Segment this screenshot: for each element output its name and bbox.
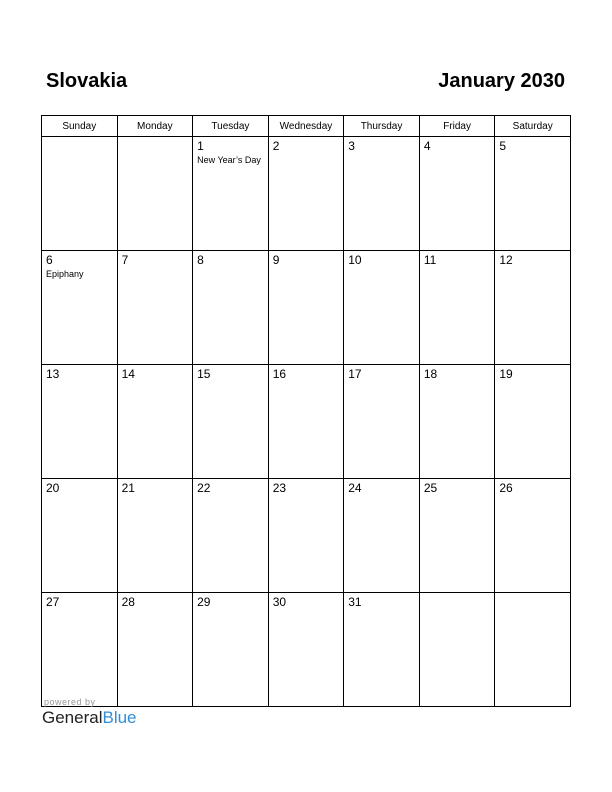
- day-cell: [419, 479, 495, 593]
- day-cell: [495, 365, 571, 479]
- generalblue-logo[interactable]: [42, 708, 137, 728]
- day-cell: [42, 479, 118, 593]
- day-number: 8: [197, 253, 204, 267]
- day-number: 11: [423, 253, 437, 267]
- weekday-header: Saturday: [495, 116, 571, 137]
- day-number: 26: [499, 481, 513, 495]
- day-number: 3: [348, 139, 355, 153]
- day-cell: [117, 593, 193, 707]
- day-cell: [495, 251, 571, 365]
- day-cell: [42, 593, 118, 707]
- day-cell: [495, 479, 571, 593]
- day-number: 1: [197, 139, 204, 153]
- day-cell: [193, 137, 269, 251]
- calendar-grid: [41, 115, 571, 707]
- day-number: 21: [121, 481, 135, 495]
- day-cell: [42, 251, 118, 365]
- day-number: 13: [46, 367, 60, 381]
- day-cell: [344, 593, 420, 707]
- day-cell: [268, 251, 344, 365]
- day-cell: [117, 137, 193, 251]
- powered-by-label: powered by: [44, 697, 96, 707]
- day-cell: [268, 137, 344, 251]
- day-cell: [117, 251, 193, 365]
- day-number: 29: [197, 595, 211, 609]
- weekday-header: Monday: [117, 116, 193, 137]
- day-cell: [495, 593, 571, 707]
- day-cell: [268, 593, 344, 707]
- day-number: 6: [46, 253, 53, 267]
- holiday-label: New Year’s Day: [197, 155, 261, 165]
- day-cell: [193, 251, 269, 365]
- day-number: 5: [499, 139, 507, 153]
- month-title: January 2030: [438, 70, 565, 92]
- week-row: [42, 479, 571, 593]
- day-cell: [495, 137, 571, 251]
- day-number: 15: [197, 367, 211, 381]
- brand-blue: Blue: [102, 708, 137, 727]
- day-cell: [193, 365, 269, 479]
- day-cell: [344, 137, 420, 251]
- day-number: 30: [272, 595, 287, 609]
- day-cell: [419, 593, 495, 707]
- day-number: 24: [348, 481, 362, 495]
- day-number: 2: [272, 139, 280, 153]
- day-number: 4: [423, 139, 431, 153]
- country-title: Slovakia: [46, 70, 128, 92]
- day-cell: [344, 479, 420, 593]
- day-number: 28: [121, 595, 135, 609]
- day-cell: [117, 365, 193, 479]
- day-number: 23: [272, 481, 287, 495]
- day-cell: [42, 365, 118, 479]
- day-number: 17: [348, 367, 362, 381]
- day-number: 19: [499, 367, 513, 381]
- day-number: 22: [197, 481, 211, 495]
- day-number: 12: [499, 253, 513, 267]
- week-row: [42, 593, 571, 707]
- day-number: 10: [348, 253, 362, 267]
- day-cell: [268, 365, 344, 479]
- day-number: 18: [423, 367, 438, 381]
- week-row: [42, 137, 571, 251]
- day-number: 14: [121, 367, 135, 381]
- weekday-header: Tuesday: [193, 116, 269, 137]
- week-row: [42, 251, 571, 365]
- holiday-label: Epiphany: [46, 269, 84, 279]
- day-cell: [193, 593, 269, 707]
- weekday-header: Sunday: [42, 116, 118, 137]
- weekday-header-row: [42, 116, 571, 137]
- day-cell: [344, 365, 420, 479]
- weekday-header: Thursday: [344, 116, 420, 137]
- day-cell: [117, 479, 193, 593]
- brand-general: General: [42, 708, 103, 727]
- day-number: 16: [272, 367, 287, 381]
- day-cell: [419, 137, 495, 251]
- weekday-header: Friday: [419, 116, 495, 137]
- day-cell: [344, 251, 420, 365]
- day-number: 7: [121, 253, 129, 267]
- day-number: 27: [46, 595, 60, 609]
- week-row: [42, 365, 571, 479]
- weekday-header: Wednesday: [268, 116, 344, 137]
- day-cell: [419, 251, 495, 365]
- day-number: 25: [423, 481, 438, 495]
- day-cell: [419, 365, 495, 479]
- day-number: 31: [348, 595, 362, 609]
- day-number: 20: [46, 481, 60, 495]
- day-cell: [193, 479, 269, 593]
- day-cell: [42, 137, 118, 251]
- day-cell: [268, 479, 344, 593]
- day-number: 9: [272, 253, 280, 267]
